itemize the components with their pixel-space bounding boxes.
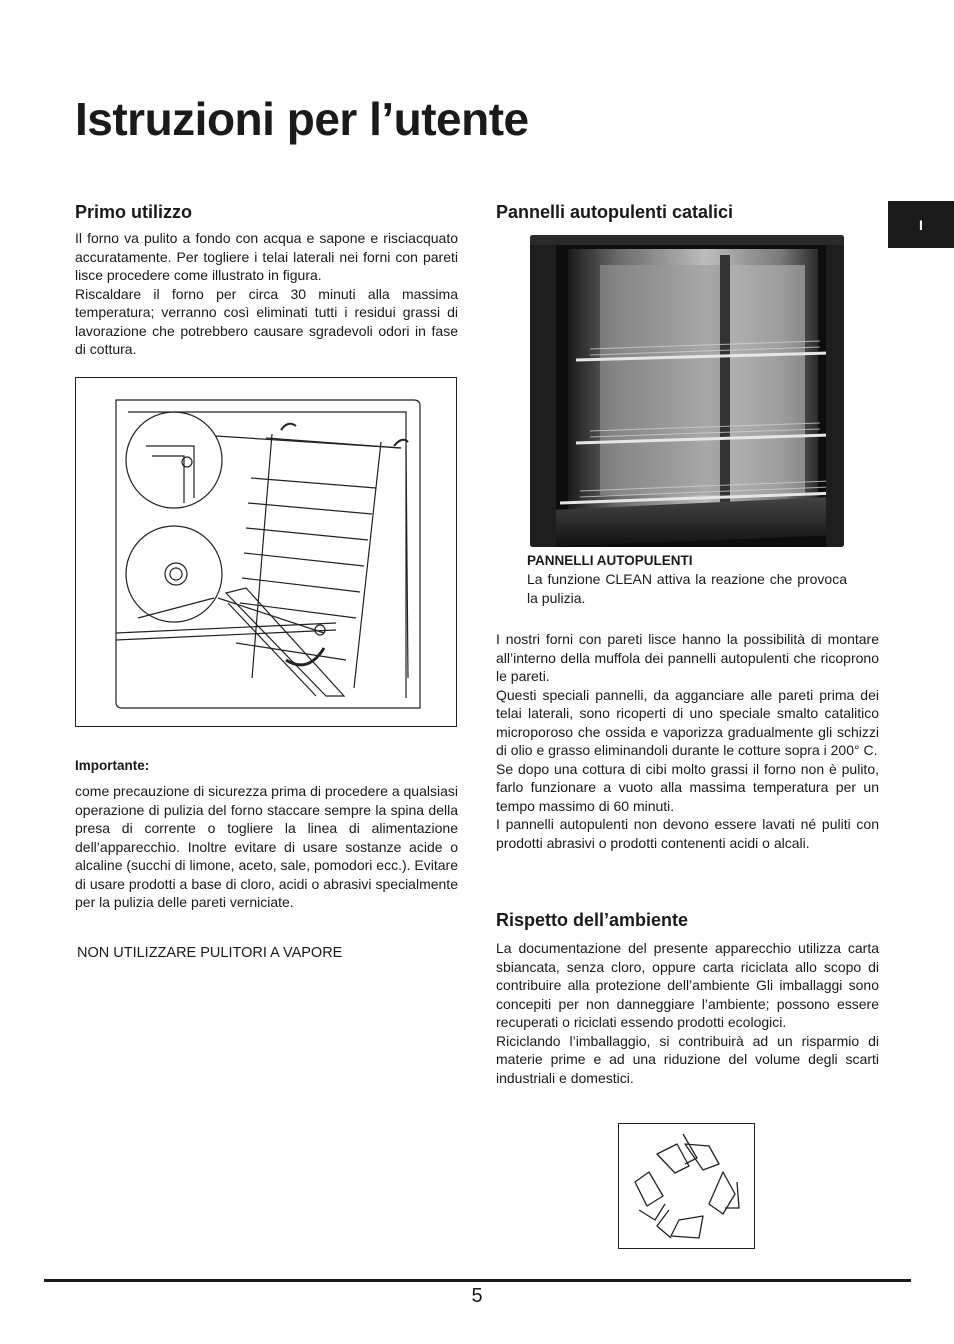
side-frame-removal-illustration <box>75 377 457 727</box>
pannelli-body <box>496 630 879 852</box>
pannelli-section <box>496 200 879 224</box>
oven-interior-photo <box>530 235 844 547</box>
language-tab: I <box>888 201 954 248</box>
oven-photo-image <box>530 235 844 547</box>
photo-caption <box>527 552 847 608</box>
primo-utilizzo-section <box>75 200 458 359</box>
caption-text: La funzione CLEAN attiva la reazione che provoca la pulizia. <box>527 571 847 606</box>
footer-rule <box>44 1279 911 1282</box>
ambiente-text: La documentazione del presente apparecchio utilizza carta sbiancata, senza cloro, oppure carta riciclata allo scopo di contribuire alla protezione dell’ambiente Gli imballaggi sono concepiti per non danneggiare l’ambiente; possono essere recuperati o riciclati essendo prodotti ecologici. Riciclando l’imballaggio, si contribuirà ad un risparmio di materie prime e ad una riduzione del volume degli scarti industriali e domestici. <box>496 940 879 1086</box>
importante-section <box>75 782 458 912</box>
importante-text: come precauzione di sicurezza prima di procedere a qualsiasi operazione di pulizia del forno staccare sempre la spina della presa di corrente o togliere la linea di alimentazione dell’apparecchio. Inoltre evitare di usare sostanze acide o alcaline (succhi di limone, aceto, sale, pomodori ecc.). Evitare di usare prodotti a base di cloro, acidi o abrasivi specialmente per la pulizia delle pareti verniciate. <box>75 783 458 910</box>
steam-cleaner-warning: NON UTILIZZARE PULITORI A VAPORE <box>77 945 343 961</box>
importante-label: Importante: <box>75 758 150 773</box>
page-number: 5 <box>471 1285 483 1307</box>
primo-utilizzo-text: Il forno va pulito a fondo con acqua e sapone e risciacquato accuratamente. Per togliere i telai laterali nei forni con pareti lisce procedere come illustrato in figura. Riscaldare il forno per circa 30 minuti alla massima temperatura; verranno così eliminati tutti i residui grassi di lavorazione che potrebbero causare sgradevoli odori in fase di cottura. <box>75 230 458 357</box>
oven-rack-diagram <box>76 378 456 726</box>
primo-utilizzo-heading: Primo utilizzo <box>75 202 192 222</box>
recycle-icon <box>618 1123 755 1249</box>
page-title: Istruzioni per l’utente <box>75 93 529 145</box>
pannelli-heading: Pannelli autopulenti catalici <box>496 202 734 222</box>
ambiente-heading: Rispetto dell’ambiente <box>496 910 689 930</box>
caption-title: PANNELLI AUTOPULENTI <box>527 553 693 568</box>
pannelli-text: I nostri forni con pareti lisce hanno la possibilità di montare all’interno della muffola dei pannelli autopulenti che ricoprono le pareti. Questi speciali pannelli, da agganciare alle pareti prima dei telai laterali, sono ricoperti di uno speciale smalto catalitico microporoso che ossida e vaporizza gradualmente gli schizzi di olio e grasso eliminandoli durante le cotture sopra i 200° C. Se dopo una cottura di cibi molto grassi il forno non è pulito, farlo funzionare a vuoto alla massima temperatura per un tempo massimo di 60 minuti. I pannelli autopulenti non devono essere lavati né puliti con prodotti abrasivi o prodotti contenenti acidi o alcali. <box>496 631 879 851</box>
ambiente-body <box>496 939 879 1087</box>
